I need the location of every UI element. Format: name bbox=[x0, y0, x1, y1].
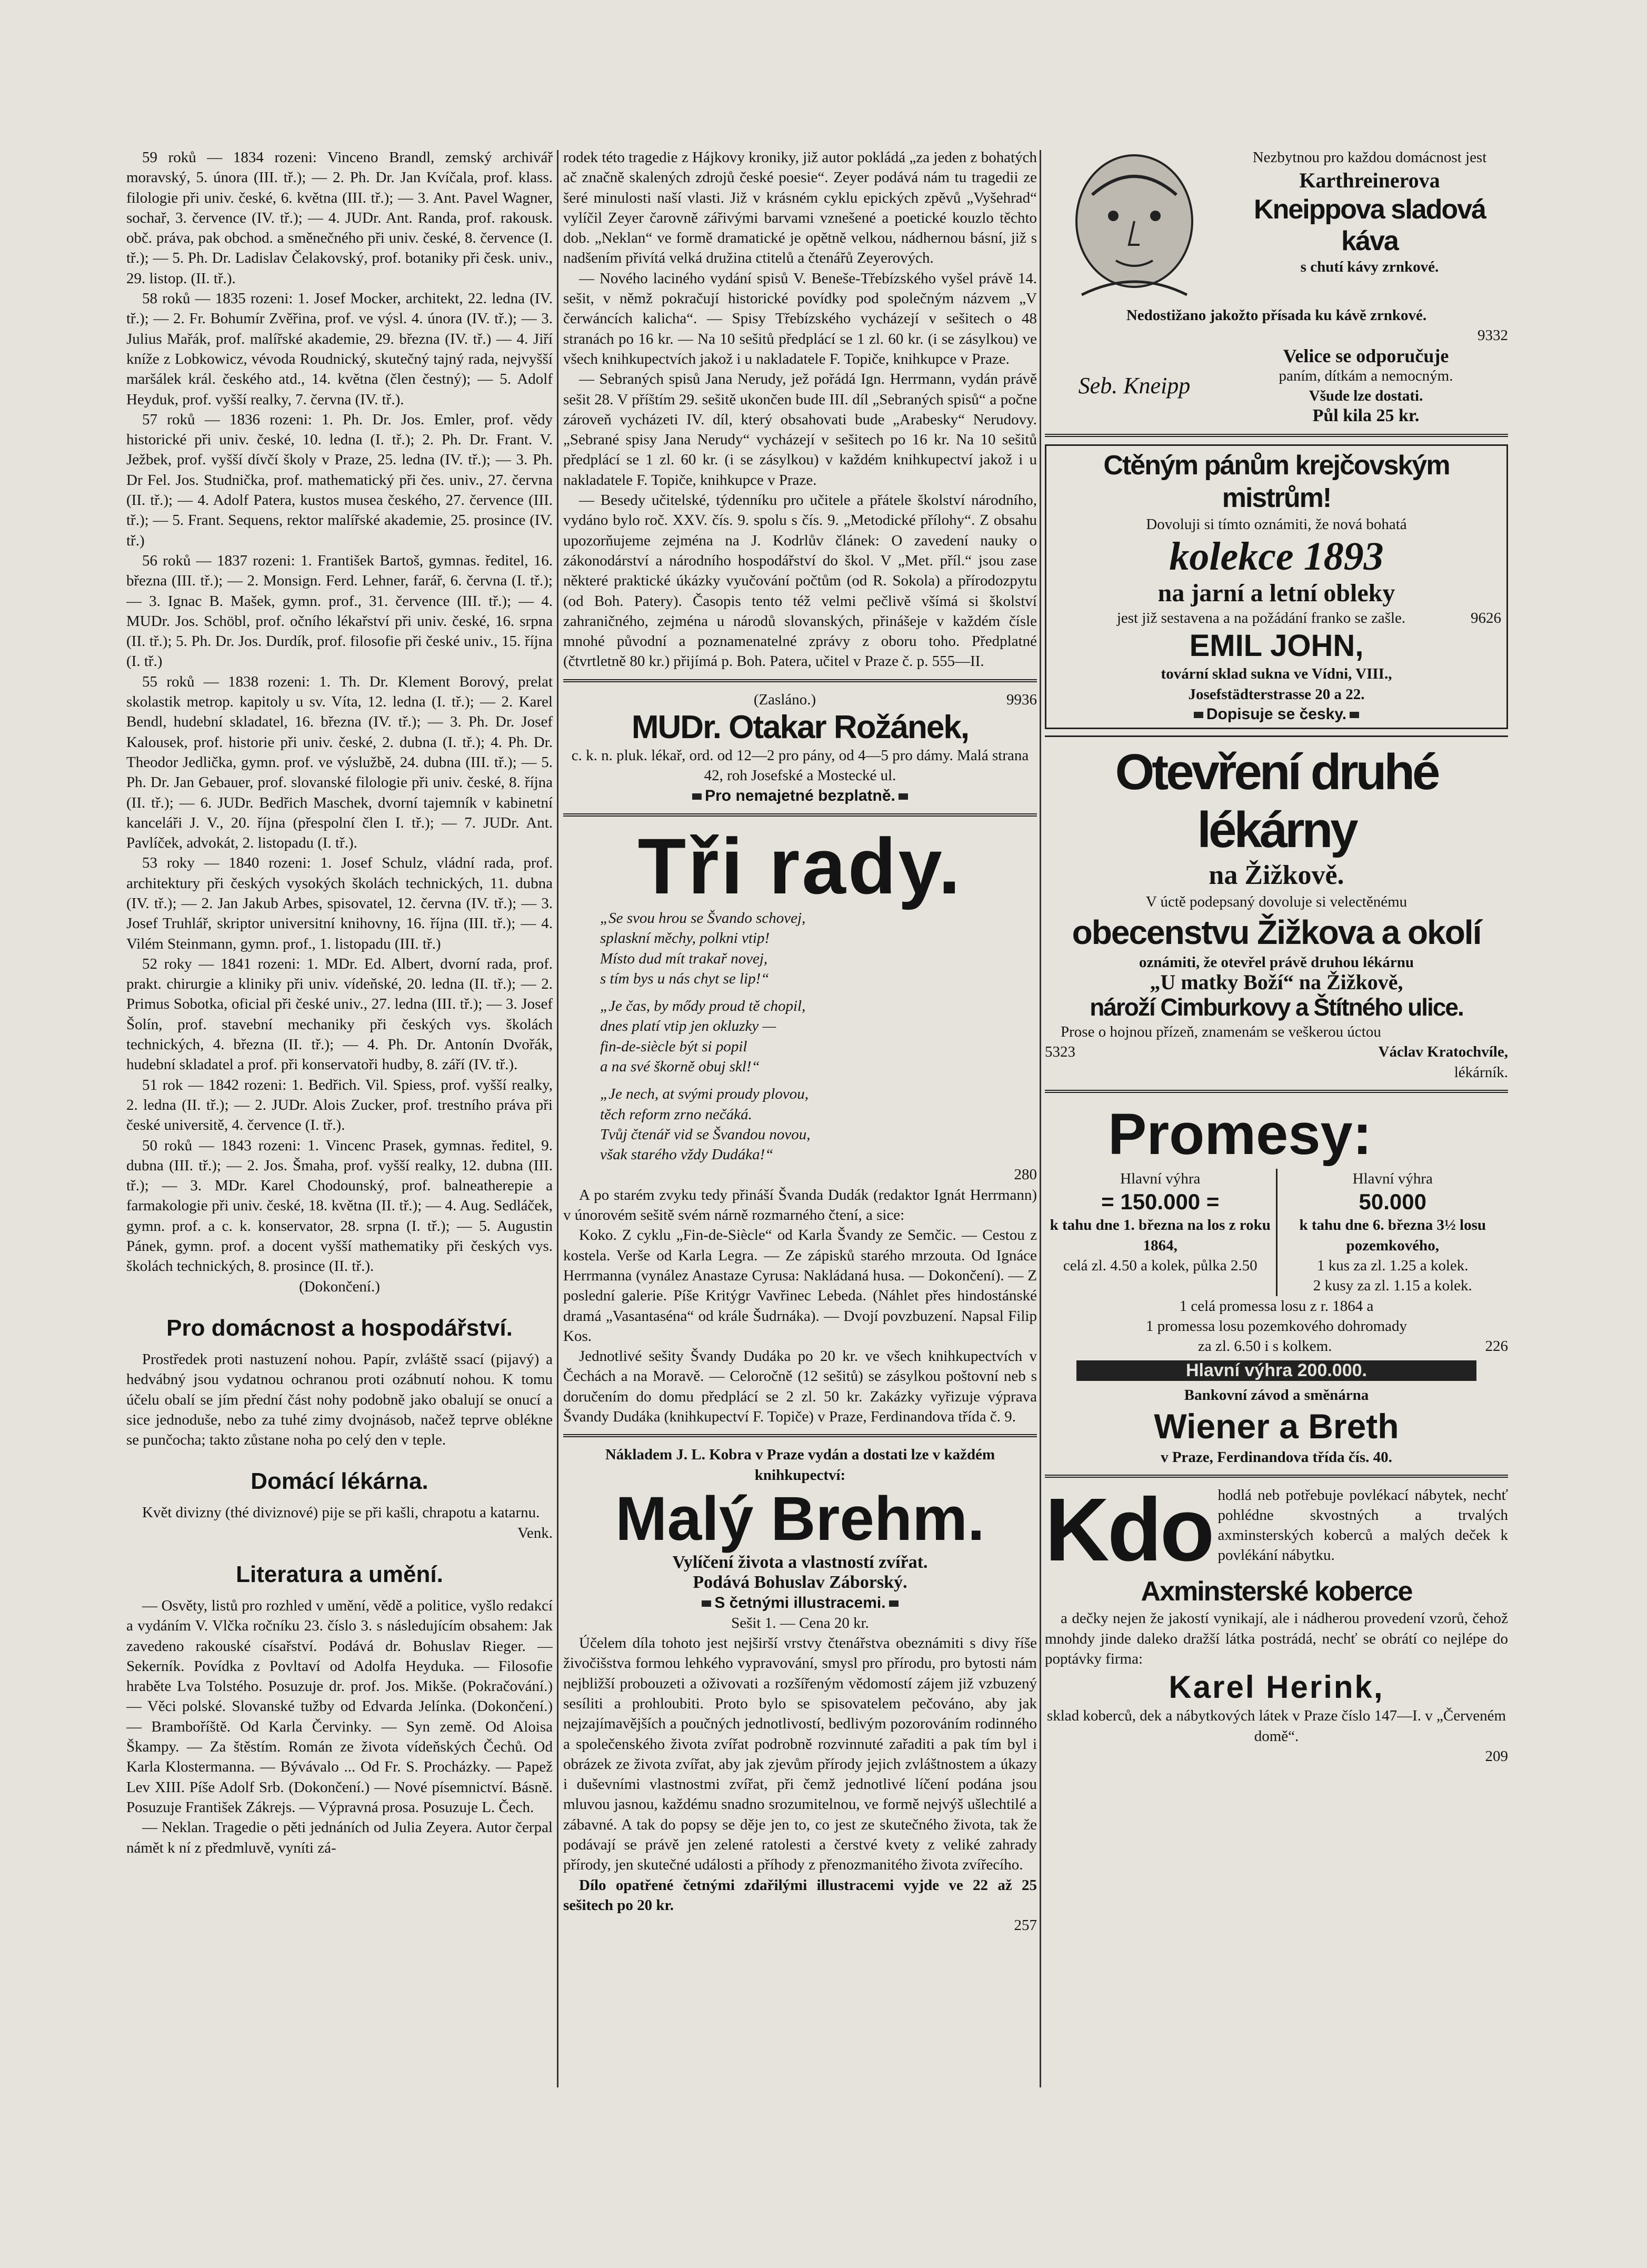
free-label: Pro nemajetné bezplatně. bbox=[705, 787, 895, 804]
promesy-right-price-2: 2 kusy za zl. 1.15 a kolek. bbox=[1313, 1277, 1472, 1295]
pharmacy-line-5: Prose o hojnou přízeň, znamenám se veškerou úctou bbox=[1061, 1023, 1381, 1041]
pharmacy-line-3: „U matky Boží“ na Žižkově, bbox=[1150, 970, 1403, 994]
pointing-hand-icon bbox=[1350, 712, 1359, 718]
brehm-author: Podává Bohuslav Záborský. bbox=[693, 1573, 907, 1593]
promesy-right-price-1: 1 kus za zl. 1.25 a kolek. bbox=[1316, 1257, 1469, 1274]
john-text: jest již sestavena a na požádání franko se zašle. bbox=[1116, 610, 1406, 627]
anniversary-entry: 58 roků — 1835 rozeni: 1. Josef Mocker, architekt, 22. ledna (IV. tř.); — 2. Fr. Bohumír Zvěřina, prof. ve výsl. 4. února (IV. tř.); — 3. Julius Mařák, prof. malířské akademie, 29. března (IV. tř.) — 4. Jiří kníže z Lobkowicz, vévoda Roudnický, skutečný tajný rada, nejvyšší maršálek král. českého atd., 14. května (člen čestný); — 5. Adolf Heyduk, prof. vyšší realky, 7. června (IV. tř.). bbox=[126, 290, 553, 408]
kdo-address: sklad koberců, dek a nábytkových látek v Praze číslo 147—I. v „Červeném domě“. bbox=[1046, 1707, 1506, 1745]
promesy-left-head: Hlavní výhra bbox=[1120, 1170, 1201, 1188]
promesy-right-head: Hlavní výhra bbox=[1352, 1170, 1433, 1188]
poem-line: Tvůj čtenář vid se Švandou novou, bbox=[600, 1126, 811, 1143]
dudak-intro: A po starém zvyku tedy přináší Švanda Dudák (redaktor Ignát Herrmann) v únorovém sešitě svém nárně rozmarného čtení, a sice: bbox=[563, 1186, 1037, 1224]
besedy-notice: — Besedy učitelské, týdenníku pro učitele a přátele školství národního, vydáno bylo roč. XXV. čís. 9. spolu s čís. 9. „Metodické přílohy“. Z obsahu upozorňujeme zejména na J. Kodrlův článek: O zavedení nauky o zákonodárství a národního hospodářství do škol. V „Met. příl.“ jsou zase některé praktické úkázky vyučování počtům (od R. Sokola) a přírodozpytu (od Boh. Patery). Časopis tento též velmi pečlivě všímá si školství zahraničného, zejména u národů slovanských, přinášeje v každém čísle mnohé původní a poznamenatelné zprávy z oboru toho. Předplatné (čtvrtletně 80 kr.) přijímá p. Boh. Patera, učitel v Praze č. p. 555—II. bbox=[563, 492, 1037, 670]
household-text: Prostředek proti nastuzení nohou. Papír, zvláště ssací (pijavý) a hedvábný jsou vydatnou ochranou proti ozábnutí nohou. K tomu účelu obalí se jím přední část nohy podobně jako obalují se onucí a sice jednoduše, nebo za tuhé zimy dvojnásob, načež teprve oblékne se punčocha; takto zůstane noha po celý den v teple. bbox=[126, 1350, 553, 1449]
anniversary-entry: 53 roky — 1840 rozeni: 1. Josef Schulz, vládní rada, prof. architektury při českých vysokých školách technických, 11. dubna (IV. tř.); — 2. Jan Jakub Arbes, spisovatel, 12. června (IV. tř.); — 3. Josef Truhlář, skriptor universitní knihovny, 16. října (III. tř.); — 4. Vilém Steinmann, gymn. prof., 1. listopadu (III. tř.) bbox=[126, 854, 553, 952]
kneipp-recommend bbox=[1224, 346, 1508, 426]
poem-line: fin-de-siècle být si popil bbox=[600, 1038, 747, 1055]
divider bbox=[563, 813, 1037, 817]
promesy-left-terms: k tahu dne 1. března na los z roku 1864, bbox=[1050, 1217, 1271, 1254]
neruda-notice: — Sebraných spisů Jana Nerudy, jež pořádá Ign. Herrmann, vydán právě sešit 28. V příštím 29. sešitě ukončen bude III. díl „Sebraných spisů“ a počne zároveň vycházeti IV. díl, který obsahovati bude „Arabesky“ Nerudovy. „Sebrané spisy Jana Nerudy“ vycházejí v sešitech po 16 kr. Na 10 sešitů předplácí se 1 zl. 60 kr. (i se zásylkou) v každém knihkupectví jakož i u nakladatele F. Topiče, knihkupce v Praze. bbox=[563, 371, 1037, 489]
anniversary-entry: 50 roků — 1843 rozeni: 1. Vincenc Prasek, gymnas. ředitel, 9. dubna (III. tř.); — 2. Jos. Šmaha, prof. vyšší realky, 12. dubna (III. tř.); — 3. MDr. Karel Chodounský, prof. balneatherepie a farmakologie při univ. české, 18. května (II. tř.); — 4. Aug. Sedláček, gymn. prof. a c. k. konservator, 28. srpna (I. tř.); — 5. Augustin Pánek, gymn. prof. a docent vyšší mathematiky při českých vys. školách technických, 8. prosince (II. tř.). bbox=[126, 1137, 553, 1275]
promesy-right-amount: 50.000 bbox=[1359, 1189, 1426, 1215]
divider bbox=[1045, 1090, 1508, 1093]
column-left bbox=[126, 147, 553, 2227]
kneipp-subtitle: s chutí kávy zrnkové. bbox=[1300, 258, 1439, 276]
kneipp-available: Všude lze dostati. bbox=[1309, 387, 1423, 405]
kdo-word: Kdo bbox=[1045, 1480, 1213, 1580]
pointing-hand-icon bbox=[1194, 712, 1203, 718]
pharmacy-line-1: V úctě podepsaný dovoluje si velectěnému bbox=[1145, 893, 1408, 911]
anniversary-entry: 56 roků — 1837 rozeni: 1. František Bartoš, gymnas. ředitel, 16. března (III. tř.); — 2. Monsign. Ferd. Lehner, farář, 6. června (I. tř.); — 3. Ignac B. Mašek, gymn. prof., 31. července (III. tř.); — 4. MUDr. Jos. Schöbl, prof. očního lékařství při univ. české, 16. srpna (II. tř.); 5. Ph. Dr. Jos. Durdík, prof. filosofie při české univ., 15. října (I. tř.) bbox=[126, 552, 553, 670]
brehm-description: Účelem díla tohoto jest nejširší vrstvy čtenářstva obeznámiti s divy říše živočišstva formou lehkého vypravování, smysl pro přírodu, pro bytosti nám nejbližší probouzeti a oživovati a rozšířeným vědomostí zájem již vzbuzený sesíliti a prohloubiti. Proto bylo se spisovatelem pečováno, aby jak nejzajímavějších a poučných jednotlivostí, bedlivým pozorováním rodinného a společenského života zvířat podrobně rozvinnuté zařaditi a pak tím byl i obrázek ze života zvířat, aby jak zjevům přírody jejich zvláštnostem a úkazy i duševními vlastnostmi zvířat, při čemž jednotlivé líčení podána jsou mluvou jasnou, každému snadno srozumitelnou, ve formě nejvýš ušlechtilé a zábavné. A tak do popsy se děje jen to, co jest ze skutečného života, tak že podávají se právě jen zelené ratolesti a čerstvé kvety z veliké zahrady přírody, jen skutečné události a příhody z přenozmanitého života zvířecího. bbox=[563, 1635, 1037, 1874]
john-address-2: Josefstädterstrasse 20 a 22. bbox=[1188, 685, 1365, 703]
john-number: 9626 bbox=[1471, 610, 1501, 627]
kdo-title: Axminsterské koberce bbox=[1141, 1576, 1412, 1607]
pointing-hand-icon bbox=[692, 793, 702, 800]
brehm-price: Sešit 1. — Cena 20 kr. bbox=[731, 1614, 869, 1632]
john-heading: Ctěným pánům krejčovským mistrům! bbox=[1103, 450, 1450, 513]
promesy-ad bbox=[1045, 1100, 1508, 1467]
divider bbox=[1045, 735, 1508, 737]
john-collection: kolekce 1893 bbox=[1169, 534, 1384, 579]
promesy-number: 226 bbox=[1485, 1338, 1508, 1355]
promesy-title: Promesy: bbox=[1108, 1102, 1372, 1167]
promesy-left bbox=[1045, 1169, 1276, 1296]
kdo-number: 209 bbox=[1485, 1747, 1508, 1765]
kneipp-title: Karthreinerova bbox=[1299, 168, 1440, 193]
poem-line: Místo dud mít trakař novej, bbox=[600, 950, 768, 967]
kneipp-ad bbox=[1045, 147, 1508, 305]
dudak-order: Jednotlivé sešity Švandy Dudáka po 20 kr. ve všech knihkupectvích v Čechách a na Moravě. — Celoročně (12 sešitů) se zásylkou poštovní neb s doručením do domu předplácí se 2 zl. 50 kr. Zakázky vyřizuje výprava Švandy Dudáka (knihkupectví F. Topiče) v Praze, Ferdinandova třída č. 9. bbox=[563, 1348, 1037, 1426]
brehm-availability: Dílo opatřené četnými zdařilými illustracemi vyjde ve 22 až 25 sešitech po 20 kr. bbox=[563, 1876, 1037, 1914]
column-divider bbox=[1040, 150, 1041, 2087]
neklan-continued: rodek této tragedie z Hájkovy kroniky, již autor pokládá „za jeden z bohatých ač značně skalených zdrojů české poesie“. Zeyer podává nám tu tragedii ze šeré minulosti naší vlasti. Již v krásném cyklu epických zpěvů „Vyšehrad“ vylíčil Zeyer čarovně zářivými barvami vznešené a poetické kouzlo těchto dob. „Neklan“ ve formě dramatické je opětně velkou, nádhernou básní, již s nadšením přivítá velká družina ctitelů a čtenářů Zeyerových. bbox=[563, 149, 1037, 267]
column-right bbox=[1045, 147, 1508, 2227]
promesy-combo-row bbox=[1045, 1336, 1508, 1356]
anniversary-entry: 55 roků — 1838 rozeni: 1. Th. Dr. Klement Borový, prelat skolastik metrop. kapitoly u sv. Víta, 12. ledna (I. tř.); — 2. Karel Bendl, hudební skladatel, 16. března (IV. tř.); — 3. Ph. Dr. Josef Kalousek, prof. historie při univ. české, 2. dubna (I. tř.); 4. Ph. Dr. Theodor Jedlička, gymn. prof. ve výslužbě, 24. dubna (III. tř.); — 5. Ph. Dr. Jan Gebauer, prof. slovanské filologie při univ. české, 8. října (II. tř.); — 6. JUDr. Bedřich Maschek, dvorní tajemník v kabinetní kanceláři J. V., 20. října (přespolní člen I. tř.); — 7. JUDr. Ant. Pavlíček, advokát, 2. listopadu (I. tř.). bbox=[126, 673, 553, 852]
promesy-right-terms: k tahu dne 6. března 3½ losu pozemkového, bbox=[1299, 1217, 1486, 1254]
doctor-name: MUDr. Otakar Rožánek, bbox=[631, 709, 969, 746]
john-season: na jarní a letní obleky bbox=[1157, 579, 1395, 608]
promesy-left-amount: = 150.000 = bbox=[1101, 1189, 1220, 1215]
promesy-combo-3: za zl. 6.50 i s kolkem. bbox=[1197, 1338, 1332, 1355]
promesy-columns bbox=[1045, 1169, 1508, 1296]
poem-line: s tím bys u nás chyt se lip!“ bbox=[600, 970, 770, 987]
promesy-left-price: celá zl. 4.50 a kolek, půlka 2.50 bbox=[1063, 1257, 1257, 1274]
promesy-right bbox=[1277, 1169, 1509, 1296]
john-line bbox=[1052, 608, 1501, 628]
john-footer-label: Dopisuje se česky. bbox=[1206, 705, 1347, 723]
divider bbox=[1045, 1475, 1508, 1478]
poem-line: dnes platí vtip jen okluzky — bbox=[600, 1018, 776, 1035]
column-divider bbox=[557, 150, 558, 2087]
anniversary-entry: 52 roky — 1841 rozeni: 1. MDr. Ed. Albert, dvorní rada, prof. prakt. chirurgie a kliniky při univ. vídeňské, 20. ledna (II. tř.); — 2. Primus Sobotka, oficial při české univ., 27. ledna (III. tř.); — 3. Josef Šolín, prof. stavební mechaniky při českých vys. školách technických, 4. března (II. tř.); — 4. Ph. Dr. Antonín Dvořák, hudební skladatel a prof. při konservatoři hudby, 8. září (IV. tř.). bbox=[126, 955, 553, 1073]
kdo-row bbox=[1045, 1480, 1508, 1580]
kobra-publisher: Nákladem J. L. Kobra v Praze vydán a dostati lze v každém knihkupectví: bbox=[605, 1446, 995, 1484]
promesy-firm: Wiener a Breth bbox=[1154, 1407, 1399, 1446]
pharmacy-sign-row bbox=[1045, 1042, 1508, 1062]
poem-line: „Je nech, at svými proudy plovou, bbox=[600, 1086, 808, 1103]
anniversary-entry: 51 rok — 1842 rozeni: 1. Bedřich. Vil. Spiess, prof. vyšší realky, 2. ledna (II. tř.); — 2. JUDr. Alois Zucker, prof. trestního práva při české universitě, 4. července (I. tř.). bbox=[126, 1076, 553, 1134]
pointing-hand-icon bbox=[702, 1600, 711, 1607]
anniversary-entry: 57 roků — 1836 rozeni: 1. Ph. Dr. Jos. Emler, prof. vědy historické při univ. české, 10. ledna (I. tř.); 2. Ph. Dr. Frant. V. Ježbek, prof. vyšší dívčí školy v Praze, 25. ledna (IV. tř.); — 3. Ph. Dr Fel. Jos. Studnička, prof. mathematický při čes. univ., 27. června (II. tř.); — 4. Adolf Patera, kustos musea českého, 27. července (III. tř.); — 5. Frant. Sequens, rektor malířské akademie, 25. prosince (IV. tř.) bbox=[126, 411, 553, 549]
divider bbox=[563, 679, 1037, 682]
poem-line: „Je čas, by mődy proud tě chopil, bbox=[600, 998, 806, 1015]
pharmacy-title: Otevření druhé lékárny bbox=[1115, 744, 1438, 859]
pharmacy-text: Květ divizny (thé diviznové) pije se při kašli, chrapotu a katarnu. bbox=[142, 1504, 540, 1521]
brehm-title: Malý Brehm. bbox=[615, 1484, 985, 1554]
poem-line: těch reform zrno nečáká. bbox=[600, 1106, 752, 1123]
brehm-number: 257 bbox=[1014, 1917, 1037, 1934]
pharmacy-line-4: nároží Cimburkovy a Štítného ulice. bbox=[1090, 993, 1463, 1021]
doctor-free-banner bbox=[563, 786, 1037, 806]
zaslano-row bbox=[563, 690, 1037, 710]
kneipp-price: Půl kila 25 kr. bbox=[1312, 406, 1420, 426]
pointing-hand-icon bbox=[899, 793, 908, 800]
kdo-ad bbox=[1045, 1480, 1508, 1766]
pharmacy-line-2: oznámiti, že otevřel právě druhou lékárnu bbox=[1139, 953, 1414, 971]
column-middle bbox=[563, 147, 1037, 2227]
zaslano-label: (Zasláno.) bbox=[753, 691, 816, 708]
illustrations-label: S četnými illustracemi. bbox=[714, 1594, 886, 1612]
kdo-description: a dečky nejen že jakostí vynikají, ale i nádherou provedení vzorů, čehož mnohdy jinde daleko dražší látka postrádá, nechť se obrátí co nejlépe do poptávky firma: bbox=[1045, 1610, 1508, 1667]
anniversary-entry: 59 roků — 1834 rozeni: Vinceno Brandl, zemský archivář moravský, 5. února (III. tř.); — 2. Ph. Dr. Jan Kvíčala, prof. klass. filologie při univ. české, 6. května (III. tř.); — 3. Ant. Pavel Wagner, sochař, 3. července (IV. tř.); — 4. JUDr. Ant. Randa, prof. rakousk. obč. práva, pak obchod. a směnečného při univ. české, 8. července (I. tř.); — 5. Ph. Dr. Ladislav Čelakovský, prof. botaniky při česk. univ., 29. listop. (II. tř.). bbox=[126, 149, 553, 287]
kneipp-coffee: Kneippova sladová káva bbox=[1254, 194, 1485, 257]
kneipp-intro: Nezbytnou pro každou domácnost jest bbox=[1252, 149, 1487, 166]
benes-notice: — Nového laciného vydání spisů V. Beneše-Třebízského vyšel právě 14. sešit, v němž pokračují historické povídky pod společným názvem „V čerwáncích kalicha“. — Spisy Třebízského vycházejí v sešitech o 48 stranách po 16 kr. — Na 10 sešitů předplácí se 1 zl. 60 kr. (i se zásylkou) ve všech knihkupectvích jakož i u nakladatele F. Topiče, knihkupce v Praze. bbox=[563, 270, 1037, 367]
kneipp-signature: Seb. Kneipp bbox=[1078, 373, 1191, 399]
poem bbox=[563, 908, 1037, 1165]
poem-number: 280 bbox=[1014, 1166, 1037, 1183]
pharmacy-title-sig: lékárník. bbox=[1454, 1063, 1508, 1081]
brehm-subtitle: Vylíčení života a vlastností zvířat. bbox=[672, 1552, 928, 1572]
kneipp-portrait-icon bbox=[1045, 147, 1224, 305]
section-heading-household: Pro domácnost a hospodářství. bbox=[166, 1315, 513, 1341]
kdo-intro: hodlá neb potřebuje povlékací nábytek, nechť pohlédne skvostných a trvalých axminsterských koberců a malých deček k povlékání nábytku. bbox=[1217, 1487, 1508, 1564]
zaslano-number: 9936 bbox=[1006, 691, 1037, 708]
pharmacy-number: 5323 bbox=[1045, 1043, 1075, 1061]
kneipp-unmatched: Nedostižano jakožto přísada ku kávě zrnkové. bbox=[1126, 307, 1427, 324]
kneipp-bottom bbox=[1045, 346, 1508, 426]
pharmacy-signature: Venk. bbox=[517, 1524, 553, 1541]
kneipp-recommend-who: paním, dítkám a nemocným. bbox=[1279, 367, 1453, 384]
john-name: EMIL JOHN, bbox=[1189, 629, 1364, 663]
divider bbox=[1045, 434, 1508, 437]
kneipp-recommend-title: Velice se odporučuje bbox=[1283, 345, 1449, 366]
continued-note: (Dokončení.) bbox=[299, 1278, 380, 1295]
section-heading-literature: Literatura a umění. bbox=[236, 1561, 443, 1587]
poem-line: však starého vždy Dudáka!“ bbox=[600, 1146, 774, 1163]
tri-rady-title: Tři rady. bbox=[637, 821, 963, 910]
section-heading-pharmacy: Domácí lékárna. bbox=[251, 1468, 428, 1495]
promesy-combo-2: 1 promessa losu pozemkového dohromady bbox=[1145, 1317, 1408, 1335]
pharmacy-public: obecenstvu Žižkova a okolí bbox=[1072, 913, 1481, 951]
literature-text: — Osvěty, listů pro rozhled v umění, vědě a politice, vyšlo redakcí a vydáním V. Vlčka ročníku 23. číslo 3. s následujícím obsahem: Jak zavedeno rakouské císařství. Podává dr. Bohuslav Rieger. — Sekerník. Povídka z Povltaví od Adolfa Heyduka. — Filosofie hraběte Lva Tolstého. Posuzuje dr. prof. Jos. Mikše. (Pokračování.) — Věci polské. Slovanské tužby od Edvarda Jelínka. (Dokončení.) — Bramboříště. Od Karla Červinky. — Syn země. Od Aloisa Škampy. — Za štěstím. Román ze života vídeňských Čechů. Od Karla Klostermanna. — Bývávalo ... Od Fr. S. Procházky. — Papež Lev XIII. Píše Adolf Srb. (Dokončení.) — Nové písemnictví. Básně. Posuzuje František Zákrejs. — Výpravná prosa. Posuzuje L. Čech. bbox=[126, 1597, 553, 1816]
pharmacy-ad bbox=[1045, 743, 1508, 1082]
promesy-bank: Bankovní závod a směnárna bbox=[1184, 1386, 1369, 1404]
pharmacy-location: na Žižkově. bbox=[1209, 860, 1344, 891]
poem-line: „Se svou hrou se Švando schovej, bbox=[600, 909, 806, 927]
dudak-contents: Koko. Z cyklu „Fin-de-Siècle“ od Karla Švandy ze Semčic. — Cestou z kostela. Verše od Karla Legra. — Ze zápisků starého mrzouta. Od Ignáce Herrmanna (vynález Anastaze Cyrusa: Nakládaná husa. — Dokončení). — Z poslední galerie. Píše Kritýgr Vavřinec Lebeda. (Náhlet přes hindostánské dramá „Vasantaséna“ od krále Šudrnáka). — Dvojí povzbuzení. Napsal Filip Kos. bbox=[563, 1227, 1037, 1345]
poem-line: a na své škorně obuj skl!“ bbox=[600, 1058, 760, 1075]
kdo-firm: Karel Herink, bbox=[1169, 1669, 1384, 1705]
promesy-main-prize: Hlavní výhra 200.000. bbox=[1076, 1360, 1476, 1380]
poem-line: splaskní měchy, polkni vtip! bbox=[600, 930, 770, 947]
john-address-1: tovární sklad sukna ve Vídni, VIII., bbox=[1161, 665, 1392, 683]
promesy-combo-1: 1 celá promessa losu z r. 1864 a bbox=[1179, 1297, 1374, 1315]
john-footer bbox=[1052, 704, 1501, 724]
brehm-illustrations bbox=[563, 1593, 1037, 1613]
literature-text-tail: — Neklan. Tragedie o pěti jednáních od Julia Zeyera. Autor čerpal námět k ní z předmluvě, vyníti zá- bbox=[126, 1819, 553, 1856]
doctor-details: c. k. n. pluk. lékař, ord. od 12—2 pro pány, od 4—5 pro dámy. Malá strana 42, roh Josefské a Mostecké ul. bbox=[571, 747, 1029, 784]
kneipp-text bbox=[1231, 147, 1508, 277]
john-ad bbox=[1045, 444, 1508, 729]
promesy-address: v Praze, Ferdinandova třída čís. 40. bbox=[1161, 1449, 1392, 1466]
kneipp-number: 9332 bbox=[1478, 327, 1508, 344]
divider bbox=[563, 1434, 1037, 1437]
pharmacy-signature: Václav Kratochvíle, bbox=[1378, 1043, 1508, 1061]
pointing-hand-icon bbox=[889, 1600, 899, 1607]
john-intro: Dovoluji si tímto oznámiti, že nová bohatá bbox=[1146, 515, 1407, 533]
